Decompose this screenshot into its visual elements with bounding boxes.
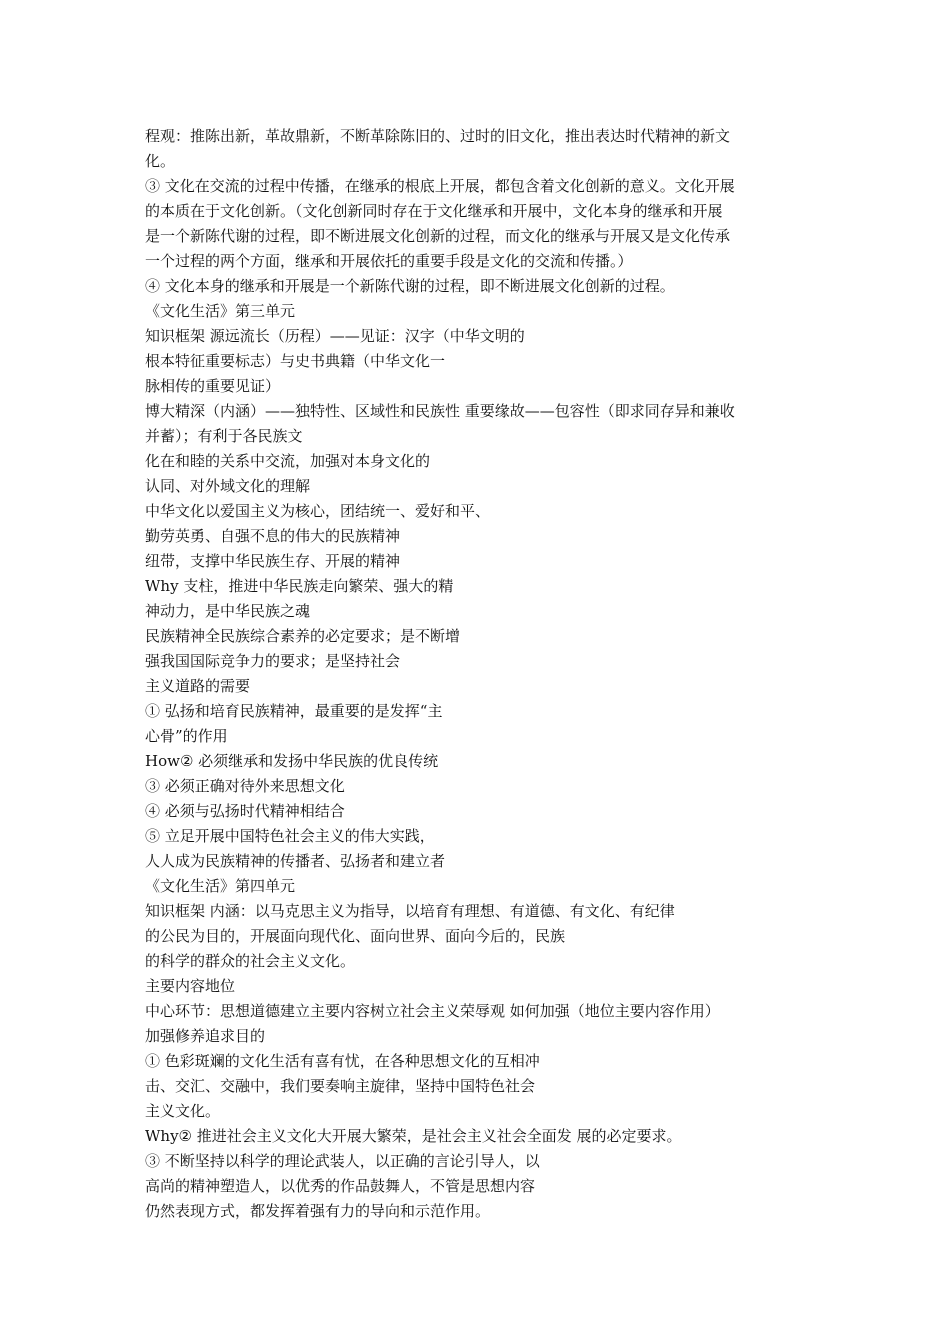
text-line: ③ 必须正确对待外来思想文化 [145, 777, 345, 795]
text-line: ④ 文化本身的继承和开展是一个新陈代谢的过程，即不断进展文化创新的过程。 [145, 277, 675, 295]
text-line: 一个过程的两个方面，继承和开展依托的重要手段是文化的交流和传播。） [145, 252, 633, 270]
text-line: ① 色彩斑斓的文化生活有喜有忧，在各种思想文化的互相冲 [145, 1052, 540, 1070]
text-line: 中心环节：思想道德建立主要内容树立社会主义荣辱观 如何加强（地位主要内容作用） [145, 1002, 720, 1020]
text-line: 勤劳英勇、自强不息的伟大的民族精神 [145, 527, 401, 545]
text-line: ① 弘扬和培育民族精神，最重要的是发挥“主 [145, 702, 443, 720]
text-line: 高尚的精神塑造人，以优秀的作品鼓舞人，不管是思想内容 [145, 1177, 536, 1195]
text-line: Why 支柱，推进中华民族走向繁荣、强大的精 [145, 577, 454, 595]
text-line: 神动力，是中华民族之魂 [145, 602, 311, 620]
text-line: 知识框架 内涵：以马克思主义为指导，以培育有理想、有道德、有文化、有纪律 [145, 902, 675, 920]
text-line: 的本质在于文化创新。（文化创新同时存在于文化继承和开展中，文化本身的继承和开展 [145, 202, 723, 220]
text-line: ③ 不断坚持以科学的理论武装人，以正确的言论引导人，以 [145, 1152, 540, 1170]
text-line: 民族精神全民族综合素养的必定要求；是不断增 [145, 627, 461, 645]
text-line: ④ 必须与弘扬时代精神相结合 [145, 802, 345, 820]
text-line: 认同、对外域文化的理解 [145, 477, 311, 495]
text-line: 心骨”的作用 [145, 727, 228, 745]
text-line: 纽带，支撑中华民族生存、开展的精神 [145, 552, 401, 570]
text-line: 并蓄）；有利于各民族文 [145, 427, 303, 445]
section-heading: 《文化生活》第四单元 [145, 877, 296, 895]
text-line: 根本特征重要标志）与史书典籍（中华文化一 [145, 352, 446, 370]
text-line: 化。 [145, 152, 176, 170]
text-line: 加强修养追求目的 [145, 1027, 266, 1045]
text-line: 人人成为民族精神的传播者、弘扬者和建立者 [145, 852, 446, 870]
text-line: 的科学的群众的社会主义文化。 [145, 952, 356, 970]
section-heading: 《文化生活》第三单元 [145, 302, 296, 320]
text-line: 知识框架 源远流长（历程）——见证：汉字（中华文明的 [145, 327, 525, 345]
document-body [145, 124, 815, 1224]
text-line: 仍然表现方式，都发挥着强有力的导向和示范作用。 [145, 1202, 491, 1220]
text-line: 主义道路的需要 [145, 677, 251, 695]
text-line: 是一个新陈代谢的过程，即不断进展文化创新的过程，而文化的继承与开展又是文化传承 [145, 227, 731, 245]
text-line: How② 必须继承和发扬中华民族的优良传统 [145, 752, 439, 770]
text-line: ⑤ 立足开展中国特色社会主义的伟大实践， [145, 827, 435, 845]
text-line: 中华文化以爱国主义为核心，团结统一、爱好和平、 [145, 502, 491, 520]
text-line: 主义文化。 [145, 1102, 221, 1120]
text-line: 化在和睦的关系中交流，加强对本身文化的 [145, 452, 431, 470]
text-line: 博大精深（内涵）——独特性、区域性和民族性 重要缘故——包容性（即求同存异和兼收 [145, 402, 735, 420]
text-line: Why② 推进社会主义文化大开展大繁荣，是社会主义社会全面发 展的必定要求。 [145, 1127, 682, 1145]
text-line: 强我国国际竞争力的要求；是坚持社会 [145, 652, 401, 670]
text-line: 主要内容地位 [145, 977, 236, 995]
text-line: 的公民为目的，开展面向现代化、面向世界、面向今后的，民族 [145, 927, 566, 945]
text-line: 程观：推陈出新，革故鼎新，不断革除陈旧的、过时的旧文化，推出表达时代精神的新文 [145, 127, 731, 145]
text-line: 脉相传的重要见证） [145, 377, 281, 395]
text-line: ③ 文化在交流的过程中传播，在继承的根底上开展，都包含着文化创新的意义。文化开展 [145, 177, 735, 195]
text-line: 击、交汇、交融中，我们要奏响主旋律，坚持中国特色社会 [145, 1077, 536, 1095]
